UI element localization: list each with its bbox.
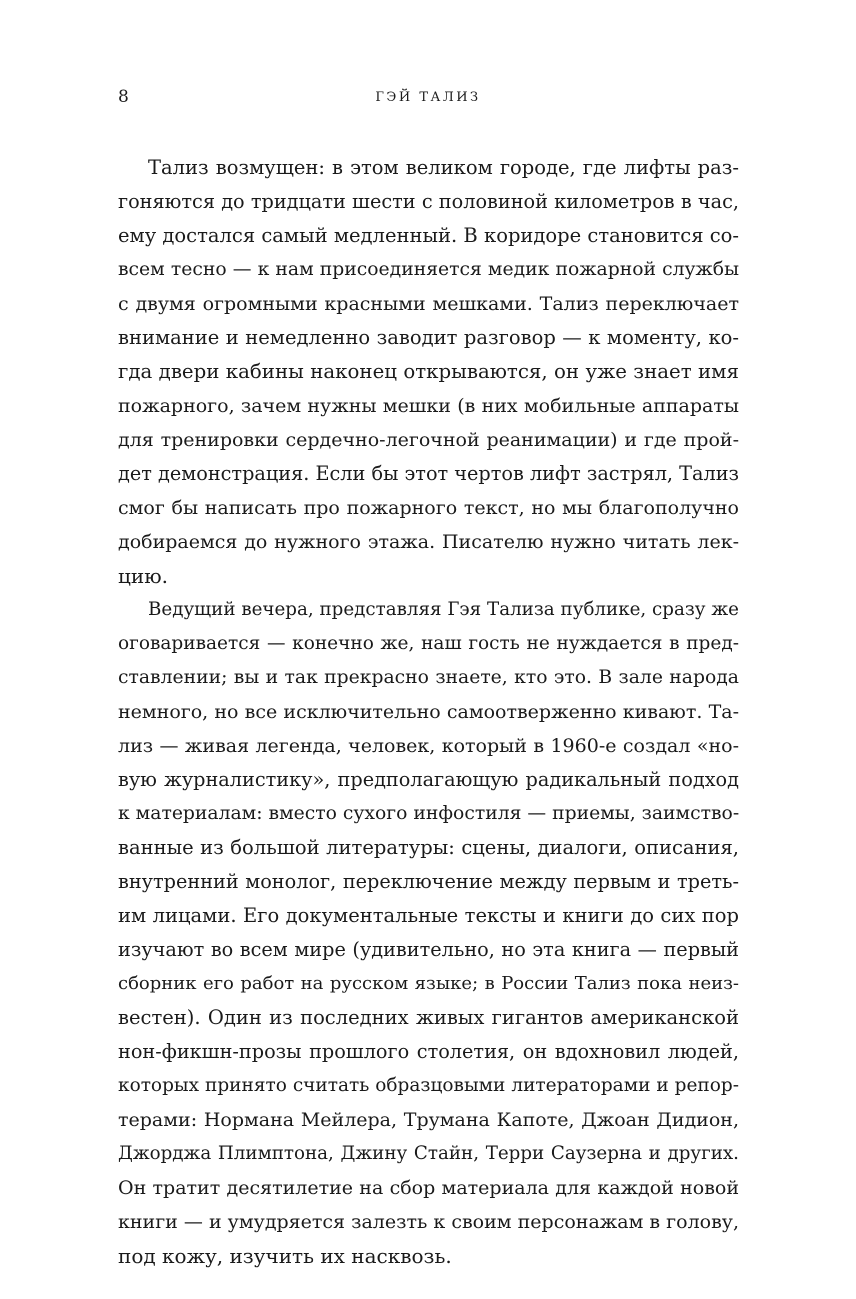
text-line: терами: Нормана Мейлера, Трумана Капоте, Джоан Дидион, xyxy=(118,1109,739,1131)
text-line: ванные из большой литературы: сцены, диалоги, описания, xyxy=(118,836,739,859)
text-line: добираемся до нужного этажа. Писателю нужно читать лек- xyxy=(118,531,739,553)
text-line: гоняются до тридцати шести с половиной километров в час, xyxy=(118,190,739,213)
text-line: к материалам: вместо сухого инфостиля — приемы, заимство- xyxy=(118,803,740,824)
text-line: нон-фикшн-прозы прошлого столетия, он вдохновил людей, xyxy=(118,1040,739,1063)
text-line: лиз — живая легенда, человек, который в 1960-е создал «но- xyxy=(118,735,739,757)
text-line: Он тратит десятилетие на сбор материала для каждой новой xyxy=(118,1177,739,1199)
paragraph xyxy=(118,593,739,1273)
text-line: вую журналистику», предполагающую радикальный подход xyxy=(118,768,739,791)
text-line: внутренний монолог, переключение между первым и треть- xyxy=(118,870,739,893)
text-line: вестен). Один из последних живых гигантов американской xyxy=(118,1006,739,1029)
text-line: ставлении; вы и так прекрасно знаете, кто это. В зале народа xyxy=(118,667,739,688)
text-line: книги — и умудряется залезть к своим персонажам в голову, xyxy=(118,1211,739,1233)
text-line: с двумя огромными красными мешками. Тализ переключает xyxy=(118,293,739,315)
text-line: цию. xyxy=(118,564,168,588)
text-line: Ведущий вечера, представляя Гэя Тализа публике, сразу же xyxy=(148,599,739,620)
text-line: для тренировки сердечно-легочной реанимации) и где прой- xyxy=(118,429,739,451)
text-line: сборник его работ на русском языке; в России Тализ пока неиз- xyxy=(118,973,739,994)
text-line: Тализ возмущен: в этом великом городе, где лифты раз- xyxy=(148,156,739,179)
page-number: 8 xyxy=(118,87,129,107)
text-line: которых принято считать образцовыми литераторами и репор- xyxy=(118,1075,739,1096)
text-line: гда двери кабины наконец открываются, он уже знает имя xyxy=(118,360,739,383)
text-line: Джорджа Плимптона, Джину Стайн, Терри Саузерна и других. xyxy=(118,1143,739,1164)
text-line: им лицами. Его документальные тексты и книги до сих пор xyxy=(118,904,739,927)
text-line: всем тесно — к нам присоединяется медик пожарной службы xyxy=(118,259,739,280)
body-text xyxy=(118,151,739,1273)
text-line: пожарного, зачем нужны мешки (в них мобильные аппараты xyxy=(118,395,739,417)
running-head: ГЭЙ ТАЛИЗ xyxy=(375,90,481,105)
text-line: ему достался самый медленный. В коридоре становится со- xyxy=(118,224,739,247)
text-line: под кожу, изучить их насквозь. xyxy=(118,1244,452,1268)
text-line: дет демонстрация. Если бы этот чертов лифт застрял, Тализ xyxy=(118,462,740,485)
page-header xyxy=(118,86,738,110)
text-line: оговаривается — конечно же, наш гость не нуждается в пред- xyxy=(118,633,739,654)
text-line: изучают во всем мире (удивительно, но эта книга — первый xyxy=(118,938,739,961)
text-line: немного, но все исключительно самоотверженно кивают. Та- xyxy=(118,701,739,723)
text-line: смог бы написать про пожарного текст, но мы благополучно xyxy=(118,497,739,519)
paragraph xyxy=(118,151,739,593)
text-line: внимание и немедленно заводит разговор — к моменту, ко- xyxy=(118,326,739,349)
